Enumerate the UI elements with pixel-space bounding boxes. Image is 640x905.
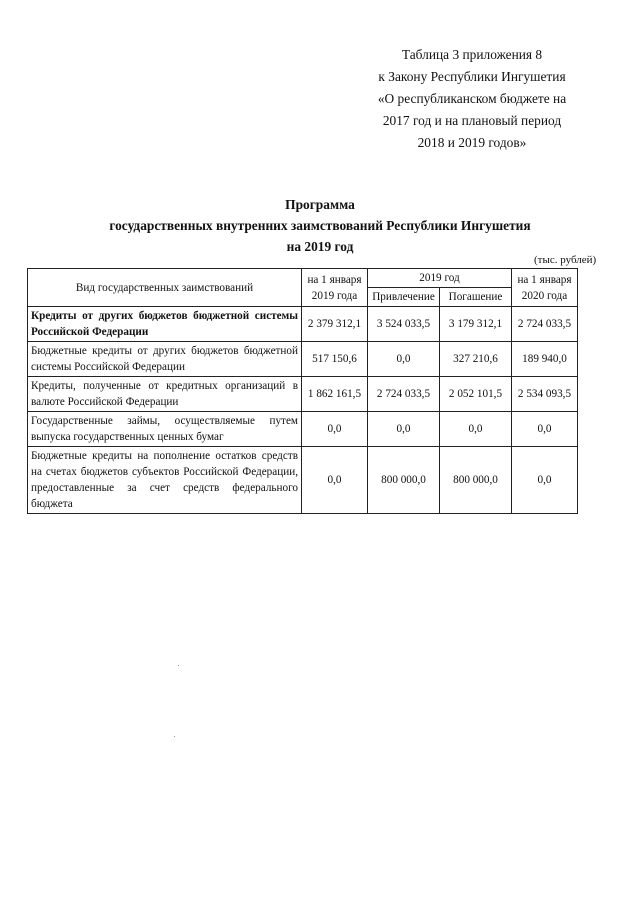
row-attraction-value: 2 724 033,5 xyxy=(368,377,440,412)
row-end-value: 2 724 033,5 xyxy=(512,307,578,342)
row-repayment-value: 2 052 101,5 xyxy=(440,377,512,412)
title-line: на 2019 год xyxy=(286,239,354,254)
table-row xyxy=(28,377,578,412)
row-repayment-value: 327 210,6 xyxy=(440,342,512,377)
header-year: 2019 год xyxy=(368,269,512,288)
row-end-value: 189 940,0 xyxy=(512,342,578,377)
row-attraction-value: 0,0 xyxy=(368,412,440,447)
row-end-value: 0,0 xyxy=(512,412,578,447)
row-name-cell: Бюджетные кредиты на пополнение остатков средств на счетах бюджетов субъектов Российской Федерации, предоставленные за счет средств федерального бюджета xyxy=(28,447,302,514)
row-name-cell: Государственные займы, осуществляемые путем выпуска государственных ценных бумаг xyxy=(28,412,302,447)
row-start-value: 2 379 312,1 xyxy=(302,307,368,342)
table-header-row xyxy=(28,269,578,288)
title-line: государственных внутренних заимствований Республики Ингушетия xyxy=(109,218,531,233)
row-repayment-value: 3 179 312,1 xyxy=(440,307,512,342)
table-row xyxy=(28,307,578,342)
header-attraction: Привлечение xyxy=(368,288,440,307)
units-note: (тыс. рублей) xyxy=(534,254,597,266)
row-name-cell: Кредиты от других бюджетов бюджетной системы Российской Федерации xyxy=(28,307,302,342)
row-start-value: 0,0 xyxy=(302,447,368,514)
appendix-line: 2018 и 2019 годов» xyxy=(417,135,527,150)
table-row xyxy=(28,447,578,514)
title-line: Программа xyxy=(285,197,355,212)
table-body xyxy=(28,307,578,514)
row-attraction-value: 800 000,0 xyxy=(368,447,440,514)
row-end-value: 0,0 xyxy=(512,447,578,514)
document-title xyxy=(20,194,620,257)
appendix-line: к Закону Республики Ингушетия xyxy=(378,69,566,84)
header-repayment: Погашение xyxy=(440,288,512,307)
row-start-value: 517 150,6 xyxy=(302,342,368,377)
header-start: на 1 января 2019 года xyxy=(302,269,368,307)
borrowing-table xyxy=(27,268,578,514)
table-row xyxy=(28,342,578,377)
scan-speck xyxy=(174,736,175,737)
row-name-cell: Бюджетные кредиты от других бюджетов бюджетной системы Российской Федерации xyxy=(28,342,302,377)
row-name-cell: Кредиты, полученные от кредитных организаций в валюте Российской Федерации xyxy=(28,377,302,412)
header-end: на 1 января 2020 года xyxy=(512,269,578,307)
row-attraction-value: 3 524 033,5 xyxy=(368,307,440,342)
row-end-value: 2 534 093,5 xyxy=(512,377,578,412)
row-start-value: 0,0 xyxy=(302,412,368,447)
row-attraction-value: 0,0 xyxy=(368,342,440,377)
row-start-value: 1 862 161,5 xyxy=(302,377,368,412)
scan-speck xyxy=(178,665,179,666)
appendix-line: «О республиканском бюджете на xyxy=(377,91,567,106)
appendix-reference xyxy=(352,44,592,154)
table-row xyxy=(28,412,578,447)
appendix-line: Таблица 3 приложения 8 xyxy=(401,47,543,62)
appendix-line: 2017 год и на плановый период xyxy=(382,113,562,128)
header-type: Вид государственных заимствований xyxy=(28,269,302,307)
row-repayment-value: 0,0 xyxy=(440,412,512,447)
row-repayment-value: 800 000,0 xyxy=(440,447,512,514)
